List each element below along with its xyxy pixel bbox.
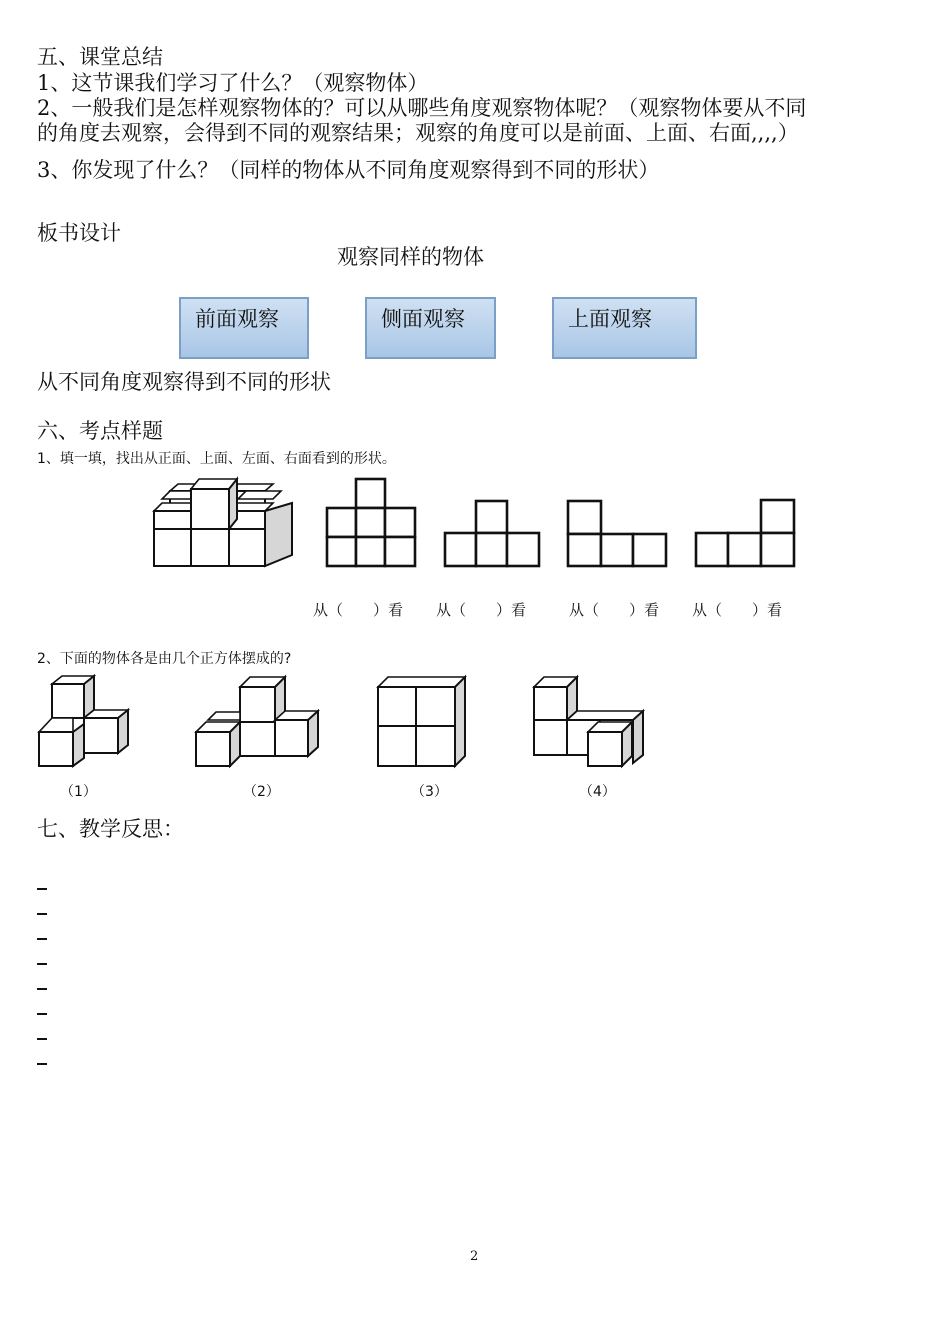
board-title: 观察同样的物体	[337, 245, 484, 269]
view-shape-2	[445, 501, 539, 566]
view-shape-3	[568, 501, 666, 566]
view-shape-4	[696, 500, 794, 566]
reflection-blank-line	[37, 888, 47, 890]
summary-question-3: 3、你发现了什么？（同样的物体从不同角度观察得到不同的形状）	[37, 158, 660, 182]
look-label-3: 从（ ）看	[569, 601, 660, 619]
page-number: 2	[470, 1249, 479, 1264]
summary-question-2-line-2: 的角度去观察，会得到不同的观察结果；观察的角度可以是前面、上面、右面,,,,）	[37, 121, 799, 145]
figure-label-4: （4）	[579, 784, 616, 800]
reflection-blank-line	[37, 988, 47, 990]
board-conclusion: 从不同角度观察得到不同的形状	[37, 370, 331, 394]
summary-question-2-line-1: 2、一般我们是怎样观察物体的？可以从哪些角度观察物体呢？（观察物体要从不同	[37, 96, 807, 120]
reflection-blank-line	[37, 963, 47, 965]
summary-question-1: 1、这节课我们学习了什么？（观察物体）	[37, 71, 429, 95]
exercise-1-prompt: 1、填一填，找出从正面、上面、左面、右面看到的形状。	[37, 451, 396, 467]
look-label-4: 从（ ）看	[692, 601, 783, 619]
cube-figure-2	[196, 677, 318, 766]
board-box-front: 前面观察	[179, 297, 309, 359]
reflection-blank-line	[37, 1063, 47, 1065]
figure-label-1: （1）	[60, 784, 97, 800]
section-exercises-heading: 六、考点样题	[37, 419, 163, 443]
board-box-top: 上面观察	[552, 297, 697, 359]
section-reflection-heading: 七、教学反思：	[37, 817, 184, 841]
figure-label-2: （2）	[243, 784, 280, 800]
look-label-2: 从（ ）看	[436, 601, 527, 619]
reflection-blank-line	[37, 938, 47, 940]
exercise-2-figures	[0, 670, 950, 775]
cube-figure-3	[378, 677, 465, 766]
exercise-2-prompt: 2、下面的物体各是由几个正方体摆成的?	[37, 651, 292, 667]
figure-label-3: （3）	[411, 784, 448, 800]
reflection-blank-line	[37, 913, 47, 915]
exercise-1-figures	[0, 470, 950, 580]
cube-figure-1	[39, 676, 128, 766]
section-summary-heading: 五、课堂总结	[37, 45, 163, 69]
cube-figure-4	[534, 677, 643, 766]
reflection-blank-line	[37, 1013, 47, 1015]
board-design-heading: 板书设计	[37, 221, 121, 245]
isometric-cube-stack	[154, 479, 292, 566]
reflection-blank-line	[37, 1038, 47, 1040]
view-shape-1	[327, 479, 415, 566]
board-box-side: 侧面观察	[365, 297, 496, 359]
look-label-1: 从（ ）看	[313, 601, 404, 619]
